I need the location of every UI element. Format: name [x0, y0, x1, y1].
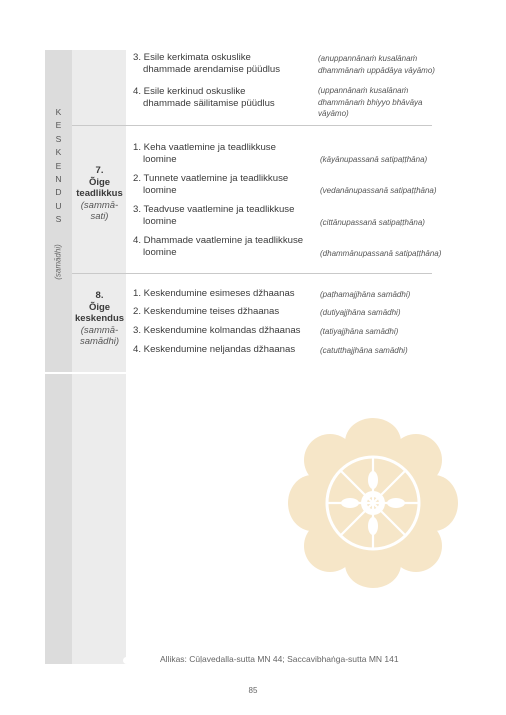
list-item: 4. Dhammade vaatlemine ja teadlikkuse loomine — [133, 235, 304, 258]
list-item: 3. Esile kerkimata oskuslike dhammade arendamise püüdlus — [133, 52, 281, 75]
pali-term: (uppannānaṁ kusalānaṁ dhammānaṁ bhiyyo bhāvāya vāyāmo) — [318, 86, 423, 118]
factor-column — [72, 50, 127, 664]
section-pali-label: (samādhi) — [53, 244, 63, 280]
dharma-wheel-watermark-icon — [288, 418, 458, 588]
list-item: 4. Keskendumine neljandas džhaanas — [133, 344, 296, 355]
pali-term: (tatiyajjhāna samādhi) — [320, 327, 399, 336]
timeline-line — [126, 50, 127, 662]
factor-7-label: 7. Õige teadlikkus (sammā- sati) — [76, 165, 123, 222]
list-item: 2. Tunnete vaatlemine ja teadlikkuse loomine — [133, 173, 289, 196]
section-title-vertical: K E S K E N D U S — [55, 107, 62, 225]
divider-end-dot — [431, 369, 438, 376]
pali-term: (kāyānupassanā satipaṭṭhāna) — [320, 155, 428, 164]
list-item: 4. Esile kerkinud oskuslike dhammade säilitamise püüdlus — [133, 86, 275, 109]
list-item: 3. Teadvuse vaatlemine ja teadlikkuse loomine — [133, 204, 295, 227]
list-item: 3. Keskendumine kolmandas džhaanas — [133, 325, 301, 336]
pali-term: (catutthajjhāna samādhi) — [320, 346, 408, 355]
table-end-divider — [45, 372, 435, 374]
pali-term: (dutiyajjhāna samādhi) — [320, 308, 401, 317]
pali-term: (anuppannānaṁ kusalānaṁ dhammānaṁ uppādāya vāyāmo) — [318, 54, 435, 75]
pali-term: (cittānupassanā satipaṭṭhāna) — [320, 218, 425, 227]
page-number: 85 — [248, 686, 258, 695]
list-item: 1. Keskendumine esimeses džhaanas — [133, 288, 295, 299]
source-citation: Allikas: Cūḷavedalla-sutta MN 44; Saccavibhaṅga-sutta MN 141 — [160, 654, 399, 664]
list-item: 1. Keha vaatlemine ja teadlikkuse loomine — [133, 142, 276, 165]
timeline-end-dot — [123, 657, 130, 664]
row-divider — [72, 125, 432, 126]
pali-term: (paṭhamajjhāna samādhi) — [320, 290, 411, 299]
row-divider — [72, 273, 432, 274]
list-item: 2. Keskendumine teises džhaanas — [133, 306, 280, 317]
factor-8-label: 8. Õige keskendus (sammā- samādhi) — [74, 290, 125, 347]
pali-term: (vedanānupassanā satipaṭṭhāna) — [320, 186, 437, 195]
pali-term: (dhammānupassanā satipaṭṭhāna) — [320, 249, 442, 258]
